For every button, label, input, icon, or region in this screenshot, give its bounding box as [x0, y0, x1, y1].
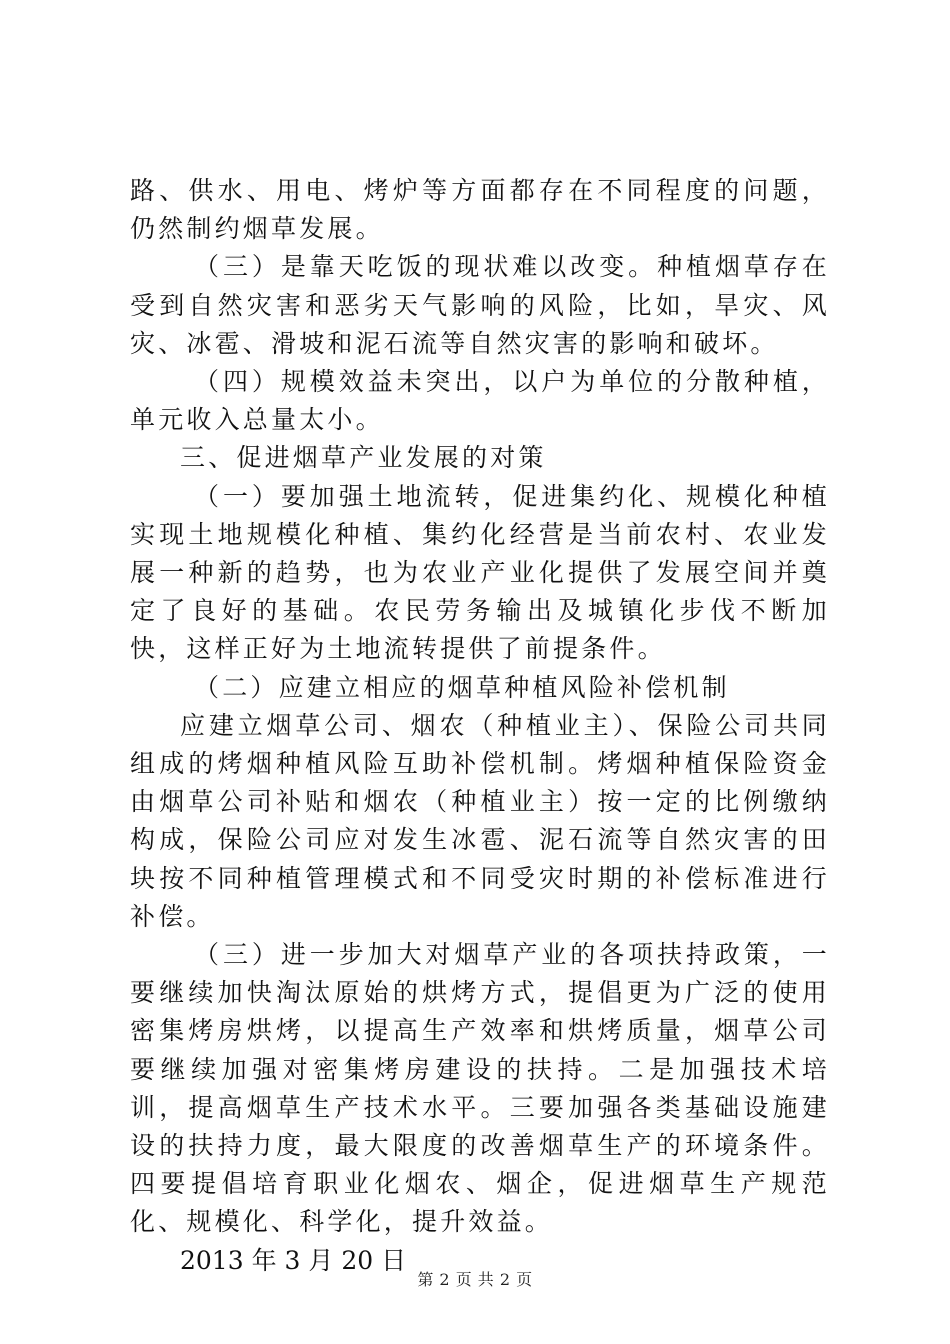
paragraph-support-policies: （三）进一步加大对烟草产业的各项扶持政策，一要继续加快淘汰原始的烘烤方式，提倡更为广泛的使用密集烤房烘烤，以提高生产效率和烘烤质量，烟草公司要继续加强对密集烤房建设的扶持。二是加强技术培训，提高烟草生产技术水平。三要加强各类基础设施建设的扶持力度，最大限度的改善烟草生产的环境条件。四要提倡培育职业化烟农、烟企，促进烟草生产规范化、规模化、科学化，提升效益。 [130, 940, 830, 1237]
paragraph-risk-mechanism: 应建立烟草公司、烟农（种植业主）、保险公司共同组成的烤烟种植风险互助补偿机制。烤烟种植保险资金由烟草公司补贴和烟农（种植业主）按一定的比例缴纳构成，保险公司应对发生冰雹、泥石流等自然灾害的田块按不同种植管理模式和不同受灾时期的补偿标准进行补偿。 [130, 710, 830, 931]
section-heading-countermeasures: 三、促进烟草产业发展的对策 [180, 443, 547, 473]
paragraph-road-water-power: 路、供水、用电、烤炉等方面都存在不同程度的问题，仍然制约烟草发展。 [130, 176, 830, 244]
subheading-risk-compensation: （二）应建立相应的烟草种植风险补偿机制 [194, 672, 730, 702]
document-date: 2013 年 3 月 20 日 [180, 1245, 407, 1275]
paragraph-weather-dependence: （三）是靠天吃饭的现状难以改变。种植烟草存在受到自然灾害和恶劣天气影响的风险，比如，旱灾、风灾、冰雹、滑坡和泥石流等自然灾害的影响和破坏。 [130, 252, 830, 358]
page-footer: 第 2 页 共 2 页 [417, 1270, 533, 1289]
document-body [130, 172, 830, 1280]
paragraph-scale-benefit: （四）规模效益未突出，以户为单位的分散种植，单元收入总量太小。 [130, 367, 830, 435]
paragraph-land-transfer: （一）要加强土地流转，促进集约化、规模化种植实现土地规模化种植、集约化经营是当前农村、农业发展一种新的趋势，也为农业产业化提供了发展空间并奠定了良好的基础。农民劳务输出及城镇化步伐不断加快，这样正好为土地流转提供了前提条件。 [130, 481, 830, 664]
